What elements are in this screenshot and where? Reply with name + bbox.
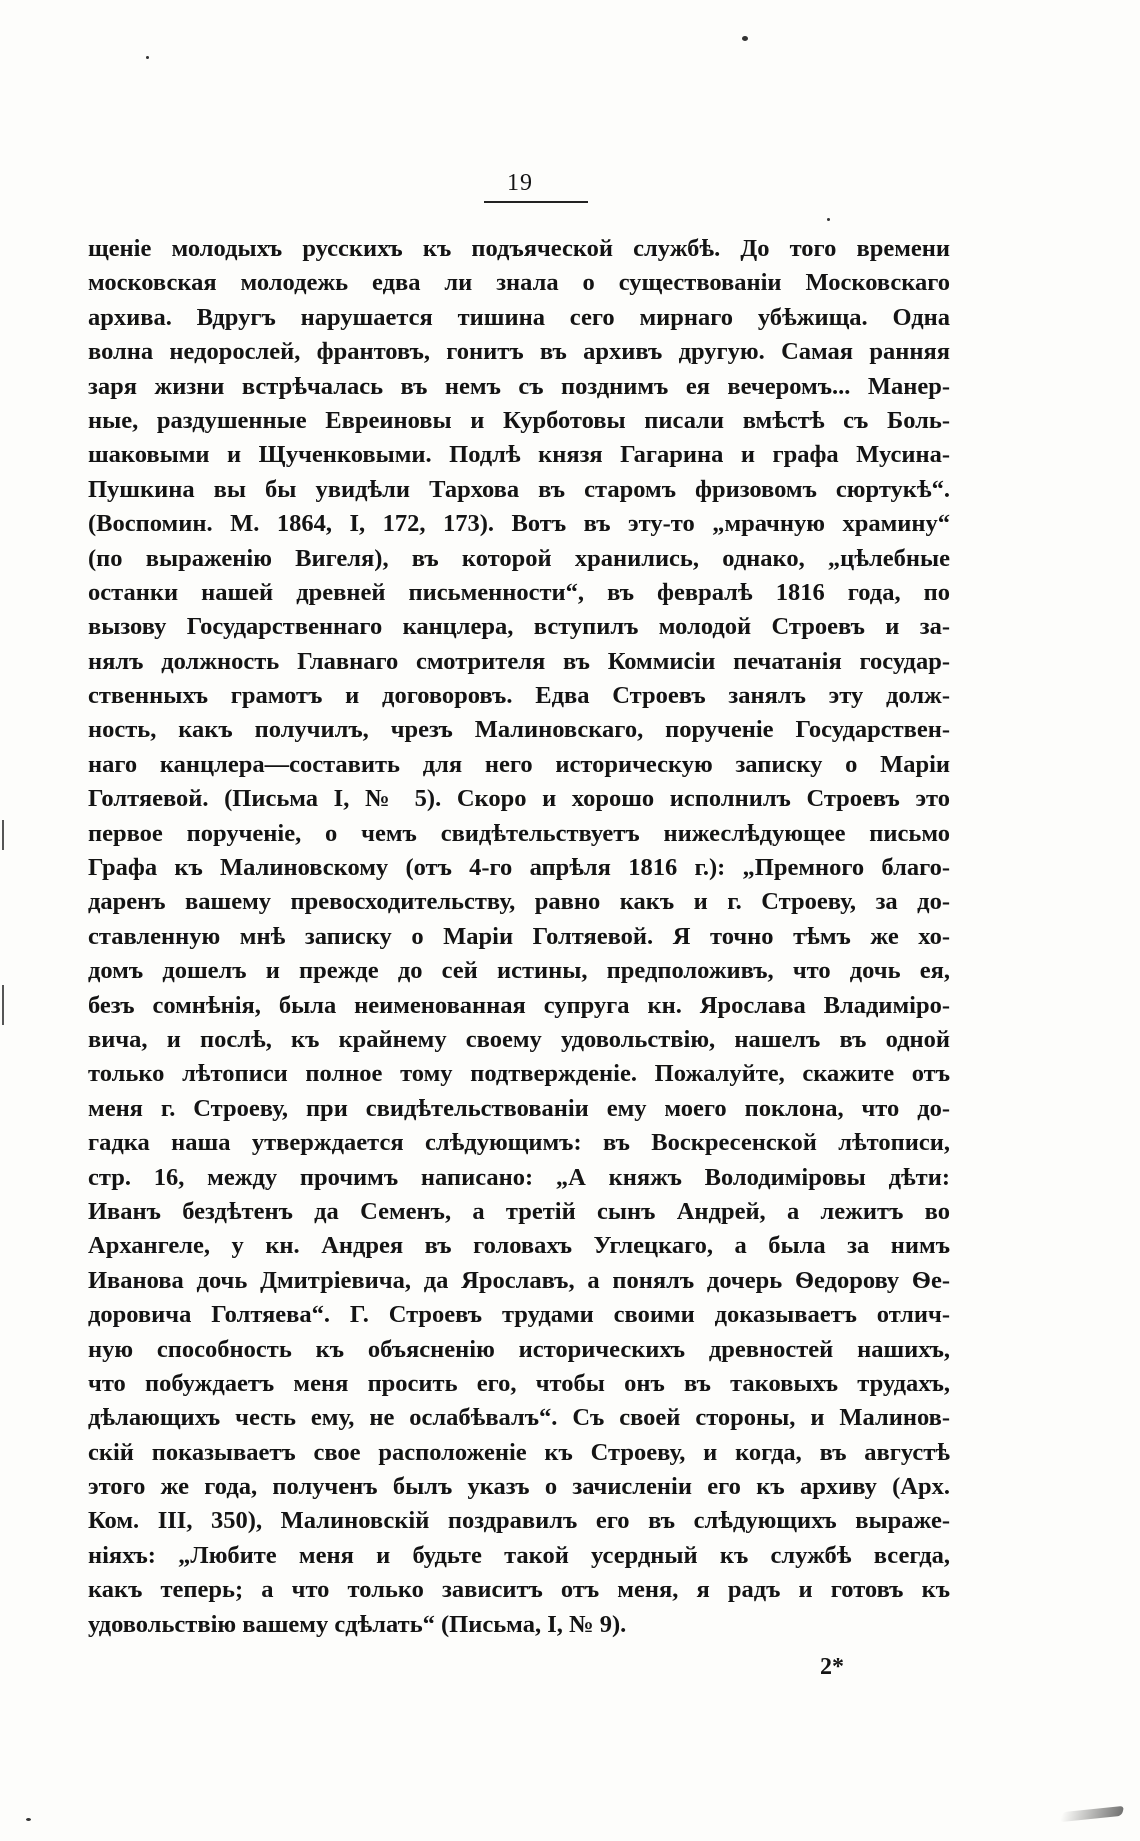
text-line: Ком. III, 350), Малиновскій поздравилъ его въ слѣдующихъ выраже-: [88, 1507, 950, 1535]
text-line: первое порученіе, о чемъ свидѣтельствуетъ нижеслѣдующее письмо: [88, 819, 950, 847]
text-line: Архангеле, у кн. Андрея въ головахъ Углецкаго, а была за нимъ: [88, 1232, 950, 1260]
text-line: Голтяевой. (Письма I, № 5). Скоро и хорошо исполнилъ Строевъ это: [88, 785, 950, 813]
text-line: Иванъ бездѣтенъ да Семенъ, а третій сынъ Андрей, а лежитъ во: [88, 1197, 950, 1225]
text-line: Пушкина вы бы увидѣли Тархова въ старомъ фризовомъ сюртукѣ“.: [88, 475, 950, 503]
text-line: (по выраженію Вигеля), въ которой хранились, однако, „цѣлебные: [88, 544, 950, 572]
text-line: Иванова дочь Дмитріевича, да Ярославъ, а понялъ дочерь Ѳедорову Ѳе-: [88, 1266, 950, 1294]
body-text: [88, 232, 950, 1642]
text-line: (Воспомин. М. 1864, I, 172, 173). Вотъ въ эту-то „мрачную храмину“: [88, 510, 950, 538]
text-line: нялъ должность Главнаго смотрителя въ Коммисіи печатанія государ-: [88, 647, 950, 675]
text-line: ную способность къ объясненію историческихъ древностей нашихъ,: [88, 1335, 950, 1363]
text-line: только лѣтописи полное тому подтвержденіе. Пожалуйте, скажите отъ: [88, 1060, 950, 1088]
text-line: гадка наша утверждается слѣдующимъ: въ Воскресенской лѣтописи,: [88, 1129, 950, 1157]
text-line: вича, и послѣ, къ крайнему своему удовольствію, нашелъ въ одной: [88, 1025, 950, 1053]
page-number: 19: [507, 170, 533, 196]
text-line: наго канцлера—составить для него историческую записку о Маріи: [88, 750, 950, 778]
scan-speck: [742, 36, 748, 41]
text-line: домъ дошелъ и прежде до сей истины, предположивъ, что дочь ея,: [88, 957, 950, 985]
text-line: скій показываетъ свое расположеніе къ Строеву, и когда, въ августѣ: [88, 1438, 950, 1466]
text-line: ніяхъ: „Любите меня и будьте такой усердный къ службѣ всегда,: [88, 1541, 950, 1569]
text-line: ставленную мнѣ записку о Маріи Голтяевой. Я точно тѣмъ же хо-: [88, 922, 950, 950]
text-line: щеніе молодыхъ русскихъ къ подъяческой службѣ. До того времени: [88, 235, 950, 262]
text-line: какъ теперь; а что только зависитъ отъ меня, я радъ и готовъ къ: [88, 1576, 950, 1604]
text-line: архива. Вдругъ нарушается тишина сего мирнаго убѣжища. Одна: [88, 303, 950, 331]
margin-mark: [2, 985, 4, 1025]
scan-speck: [146, 56, 149, 59]
signature-mark: 2*: [820, 1654, 844, 1680]
text-line: ственныхъ грамотъ и договоровъ. Едва Строевъ занялъ эту долж-: [88, 682, 950, 710]
text-line: что побуждаетъ меня просить его, чтобы онъ въ таковыхъ трудахъ,: [88, 1369, 950, 1397]
scan-smudge: [1060, 1806, 1125, 1822]
text-line: дѣлающихъ честь ему, не ослабѣвалъ“. Съ своей стороны, и Малинов-: [88, 1404, 950, 1432]
text-line: Графа къ Малиновскому (отъ 4-го апрѣля 1816 г.): „Премного благо-: [88, 854, 950, 882]
text-line: московская молодежь едва ли знала о существованіи Московскаго: [88, 269, 950, 297]
scan-speck: [26, 1818, 31, 1821]
text-line: заря жизни встрѣчалась въ немъ съ позднимъ ея вечеромъ... Манер-: [88, 372, 950, 400]
text-line: останки нашей древней письменности“, въ февралѣ 1816 года, по: [88, 578, 950, 606]
text-line: шаковыми и Щученковыми. Подлѣ князя Гагарина и графа Мусина-: [88, 441, 950, 469]
text-line: вызову Государственнаго канцлера, вступилъ молодой Строевъ и за-: [88, 613, 950, 641]
text-line: стр. 16, между прочимъ написано: „А княжъ Володиміровы дѣти:: [88, 1163, 950, 1191]
margin-mark: [2, 820, 4, 850]
text-line: волна недорослей, франтовъ, гонитъ въ архивъ другую. Самая ранняя: [88, 338, 950, 366]
text-line: доровича Голтяева“. Г. Строевъ трудами своими доказываетъ отлич-: [88, 1301, 950, 1329]
scan-speck: [827, 218, 830, 221]
page-number-rule: [484, 201, 588, 203]
text-line: меня г. Строеву, при свидѣтельствованіи ему моего поклона, что до-: [88, 1094, 950, 1122]
text-line: даренъ вашему превосходительству, равно какъ и г. Строеву, за до-: [88, 888, 950, 916]
text-line: удовольствію вашему сдѣлать“ (Письма, I, № 9).: [88, 1610, 627, 1638]
text-line: этого же года, полученъ былъ указъ о зачисленіи его къ архиву (Арх.: [88, 1473, 950, 1501]
text-line: ные, раздушенные Евреиновы и Курботовы писали вмѣстѣ съ Боль-: [88, 406, 950, 434]
text-line: безъ сомнѣнія, была неименованная супруга кн. Ярослава Владиміро-: [88, 991, 950, 1019]
text-line: ность, какъ получилъ, чрезъ Малиновскаго, порученіе Государствен-: [88, 716, 950, 744]
